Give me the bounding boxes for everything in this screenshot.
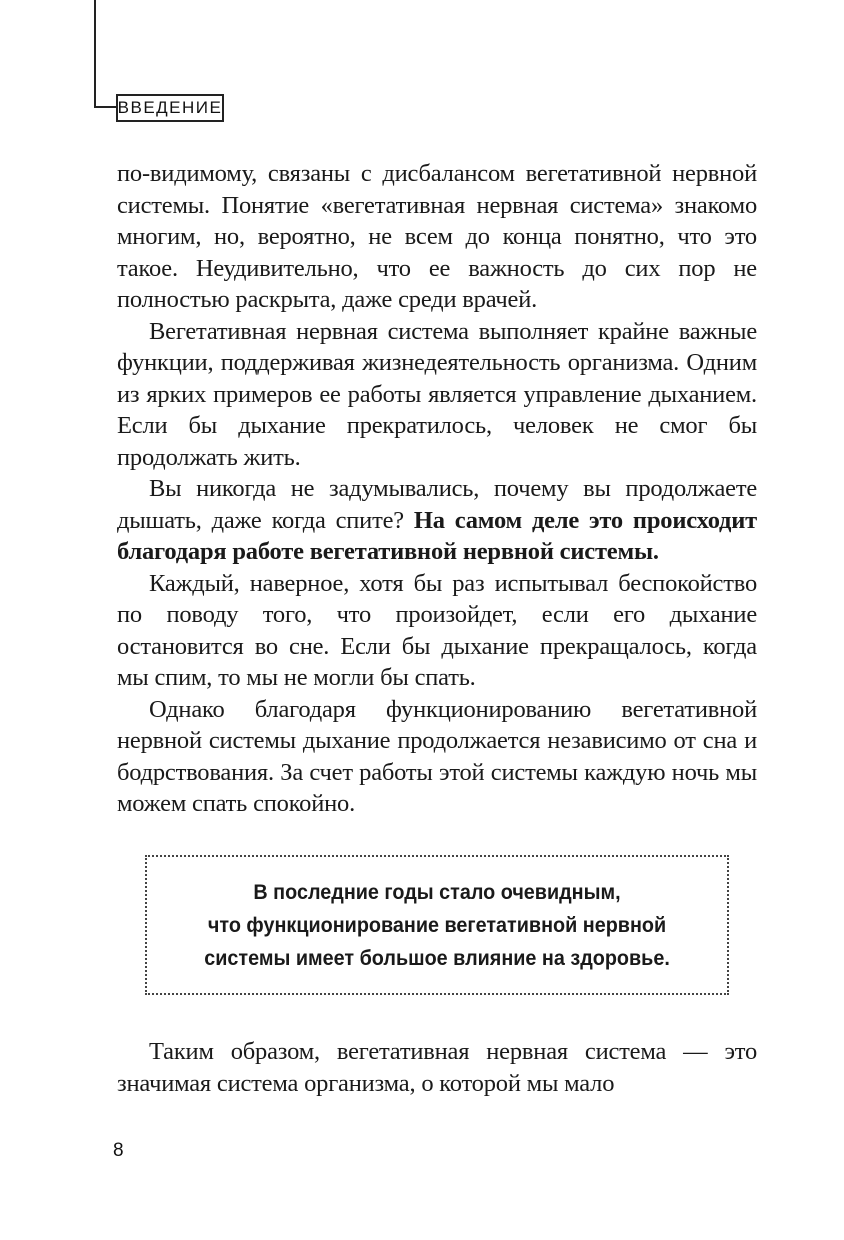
paragraph-3-emphasis: На самом деле это происходит благодаря работе вегетативной нервной системы. [117,506,757,565]
callout-line-1: В последние годы стало очевидным, [253,879,621,904]
paragraph-6: Таким образом, вегетативная нервная система — это значимая система организма, о которой мы мало [117,1038,757,1097]
margin-rule-vertical [94,0,96,108]
body-text-continued [117,1036,757,1099]
margin-rule-horizontal [94,106,116,108]
paragraph-4: Каждый, наверное, хотя бы раз испытывал беспокойство по поводу того, что произойдет, если его дыхание остановится во сне. Если бы дыхание прекращалось, когда мы спим, то мы не могли бы спать. [117,569,757,691]
paragraph-3-text: Вы никогда не задумывались, почему вы продолжаете дышать, даже когда спите? [117,475,757,534]
page-number: 8 [113,1140,124,1161]
paragraph-2: Вегетативная нервная система выполняет крайне важные функции, поддерживая жизнедеятельность организма. Одним из ярких примеров ее работы является управление дыханием. Если бы дыхание прекратилось, человек не смог бы продолжать жить. [117,317,757,471]
callout-box [145,855,729,995]
section-header [116,94,224,122]
paragraph-5: Однако благодаря функционированию вегетативной нервной системы дыхание продолжается независимо от сна и бодрствования. За счет работы этой системы каждую ночь мы можем спать спокойно. [117,695,757,817]
callout-line-3: системы имеет большое влияние на здоровье. [204,945,670,970]
paragraph-3 [117,473,757,568]
paragraph-1: по-видимому, связаны с дисбалансом вегетативной нервной системы. Понятие «вегетативная нервная система» знакомо многим, но, вероятно, не всем до конца понятно, что это такое. Неудивительно, что ее важность до сих пор не полностью раскрыта, даже среди врачей. [117,160,757,313]
callout-line-2: что функционирование вегетативной нервной [207,912,667,937]
body-text [117,158,757,820]
section-label: ВВЕДЕНИЕ [117,98,223,117]
callout-text [204,876,670,975]
